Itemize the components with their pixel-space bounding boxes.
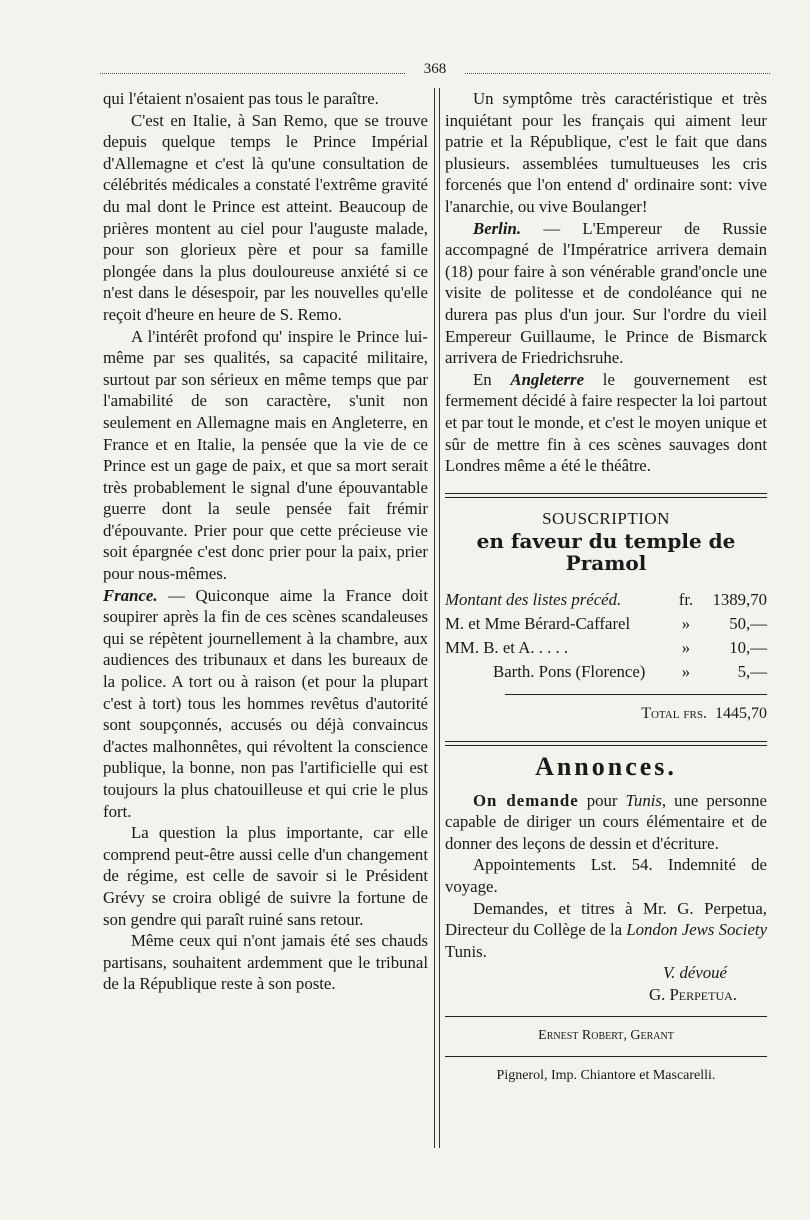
list-amount: 1389,70 [712,590,767,610]
divider [445,1016,767,1017]
total-label: Total frs. [641,705,707,723]
paragraph-text: En [473,369,511,389]
ad-place: Tunis [625,790,662,810]
subscription-title: en faveur du temple de Pramol [476,529,736,575]
printer-line: Pignerol, Imp. Chiantore et Mascarelli. [496,1068,716,1084]
section-kicker: Angleterre [510,369,585,389]
divider [505,694,767,695]
signature-name: G. Perpetua. [648,985,737,1004]
ad-paragraph [445,790,767,855]
paragraph-text: — Quiconque aime la France doit soupirer après la fin de ces scènes scandaleuses qui se répètent journellement à la chambre, aux audiences des tribunaux et dans les bureaux de la police. A tort ou à raison (et pour la plupart c'est à tort) tous les hommes revêtus d'autorité sont soupçonnés, accusés ou déjà convaincus d'actes malhonnêtes, qui révoltent la conscience publique, la bonne, non pas l'artificielle qui est toujours la plus chatouilleuse et qui crie le plus fort. [103,585,428,821]
paragraph-berlin [445,218,767,369]
list-item [445,660,767,684]
paragraph: C'est en Italie, à San Remo, que se trouve depuis quelque temps le Prince Impérial d'Allemagne et c'est là qu'une consultation de célébrités médicales a constaté l'extrême gravité du mal dont le Prince est atteint. Beaucoup de prières montent au ciel pour l'auguste malade, pour son glorieux père et pour sa famille plongée dans la plus douloureuse anxiété si ce n'est dans le désespoir, par les nouvelles qu'elle reçoit d'heure en heure de S. Remo. [103,110,428,324]
list-currency: fr. [678,590,694,610]
paragraph: Même ceux qui n'ont jamais été ses chauds partisans, souhaitent ardemment que le tribunal de la République reste à son poste. [103,931,428,994]
paragraph-angleterre [445,369,767,477]
list-currency: » [681,614,691,634]
total-row [445,703,767,725]
gerant-line: Ernest Robert, Gerant [538,1027,674,1043]
list-amount: 50,— [729,614,767,634]
list-item [445,588,767,612]
list-item [445,636,767,660]
list-item [445,612,767,636]
paragraph-text: — L'Empereur de Russie accompagné de l'Impératrice arrivera demain (18) pour faire à son vénérable grand'oncle une visite de politesse et de condoléance qui ne durera pas plus d'un jour. Sur l'ordre du vieil Empereur Guillaume, le Prince de Bismarck arrivera de Friedrichsruhe. [445,218,767,368]
paragraph-text: le gouvernement est fermement décidé à faire respecter la loi partout et par tout le monde, et c'est le moyen unique et sûr de mettre fin à ces scènes sauvages dont Londres même a été le théâtre. [445,369,767,476]
list-currency: » [681,662,691,682]
list-label: MM. B. et A. . . . . [445,638,569,658]
ad-text: Demandes, et titres à Mr. G. Perpetua, Directeur du Collège de la [445,898,767,940]
ad-text: pour [578,790,626,810]
annonces-title: Annonces. [535,752,677,782]
paragraph-france [103,585,428,823]
divider [445,493,767,498]
right-column [445,88,767,1087]
ad-kicker: On demande [473,790,579,810]
total-amount: 1445,70 [715,705,767,723]
list-amount: 5,— [737,662,767,682]
page-number: 368 [100,60,770,78]
divider [445,1056,767,1057]
paragraph: qui l'étaient n'osaient pas tous le paraître. [103,89,379,108]
paragraph: Un symptôme très caractéristique et très inquiétant pour les français qui aiment leur patrie et la République, c'est le fait que dans plusieurs. assemblées tumultueuses les cris forcenés que l'on entend d' ordinaire sont: vive l'anarchie, ou vive Boulanger! [445,89,767,216]
ad-paragraph: Appointements Lst. 54. Indemnité de voyage. [445,855,767,897]
list-label: M. et Mme Bérard-Caffarel [445,614,631,634]
left-column [103,88,428,995]
list-currency: » [681,638,691,658]
list-label: Montant des listes précéd. [445,590,622,610]
list-label: Barth. Pons (Florence) [493,662,646,682]
paragraph: A l'intérêt profond qu' inspire le Prince lui-même par ses qualités, sa capacité militaire, surtout par son sérieux en même temps que par l'amabilité de son caractère, s'unit non seulement en Allemagne mais en Angleterre, en France et en Italie, la pensée que la vie de ce Prince est un gage de paix, et que sa mort serait très probablement le signal d'une épouvantable guerre dont la seule pensée fait frémir d'épouvante. Prier pour que cette précieuse vie soit épargnée c'est donc prier pour la paix, prier pour nous-mêmes. [103,326,428,584]
subscription-heading: SOUSCRIPTION [542,508,670,528]
section-kicker: France. [103,585,158,605]
ad-paragraph [445,898,767,963]
column-divider [434,88,440,1148]
paragraph: La question la plus importante, car elle comprend peut-être aussi celle d'un changement de régime, est celle de savoir si le Président Grévy se croira obligé de suivre la fortune de son gendre qui paraît ruiné sans retour. [103,823,428,929]
divider [445,741,767,746]
section-kicker: Berlin. [473,218,522,238]
ad-text: Tunis. [445,941,487,961]
signature-closing: V. dévoué [663,963,727,983]
ad-text: , une personne capable de diriger un cours élémentaire et de donner des leçons de dessin et d'écriture. [445,790,767,853]
ad-society: London Jews Society [626,920,768,940]
list-amount: 10,— [729,638,767,658]
